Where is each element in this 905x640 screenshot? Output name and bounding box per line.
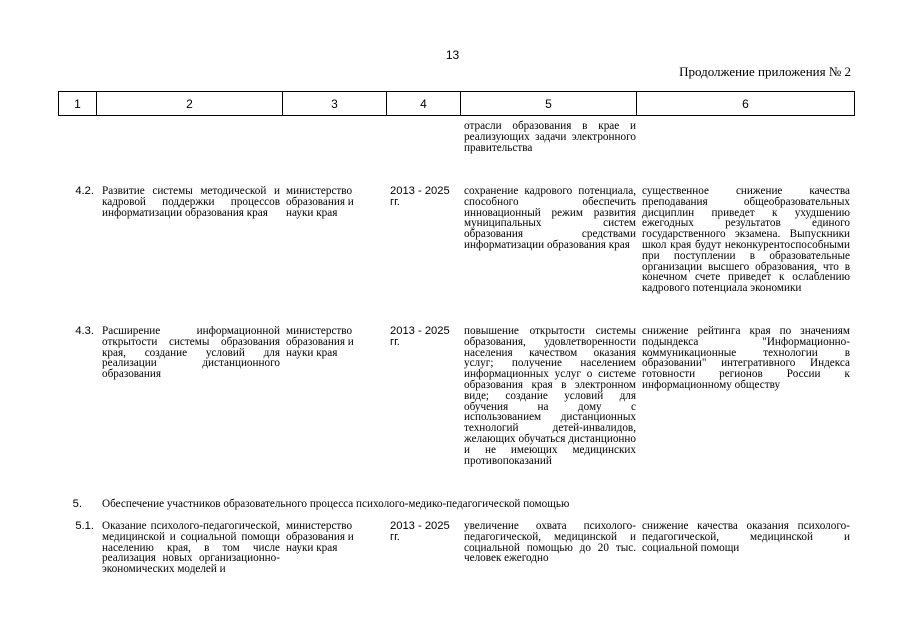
row-executor: министерство образования и науки края	[286, 325, 354, 359]
column-header-5: 5	[461, 92, 637, 116]
row-executor: министерство образования и науки края	[286, 520, 354, 554]
row-consequences: снижение качества оказания психолого-педагогической, медицинской и социальной помощи	[642, 520, 850, 554]
row-period: 2013 - 2025 гг.	[390, 325, 450, 348]
column-header-6: 6	[637, 92, 855, 116]
row-period: 2013 - 2025 гг.	[390, 520, 450, 543]
column-header-table	[58, 91, 855, 116]
column-header-row	[59, 92, 855, 116]
row-number: 4.2.	[75, 185, 94, 197]
row-consequences: существенное снижение качества преподавания общеобразовательных дисциплин приведет к ухудшению ежегодных результатов единого государственного экзамена. Выпускники школ края будут неконкурентоспособными при поступлении в образовательные организации высшего образования, что в конечном счете приведет к ослаблению кадрового потенциала экономики	[642, 185, 850, 295]
row-activity-name: Развитие системы методической и кадровой поддержки процессов информатизации образования края	[102, 185, 280, 219]
column-header-3: 3	[283, 92, 387, 116]
column-header-4: 4	[387, 92, 461, 116]
continuation-label: Продолжение приложения № 2	[679, 64, 851, 79]
row-activity-name: Оказание психолого-педагогической, медицинской и социальной помощи населению края, в том числе реализация новых организационно-экономических моделей и	[102, 520, 280, 576]
column-header-1: 1	[59, 92, 97, 116]
row-expected-result: увеличение охвата психолого-педагогической, медицинской и социальной помощью до 20 тыс. человек ежегодно	[464, 520, 636, 565]
row-expected-result: повышение открытости системы образования, удовлетворенности населения качеством оказания услуг; получение населением информационных услуг о системе образования края в электронном виде; создание условий для обучения на дому с использованием дистанционных технологий детей-инвалидов, желающих обучаться дистанционно и не имеющих медицинских противопоказаний	[464, 325, 636, 467]
carryover-result: отрасли образования в крае и реализующих задачи электронного правительства	[464, 120, 636, 154]
section-title: Обеспечение участников образовательного процесса психолого-медико-педагогической помощью	[102, 498, 570, 510]
row-number: 4.3.	[75, 325, 94, 337]
column-header-2: 2	[97, 92, 283, 116]
row-executor: министерство образования и науки края	[286, 185, 354, 219]
page-number: 13	[445, 48, 460, 62]
row-activity-name: Расширение информационной открытости системы образования края, создание условий для реализации дистанционного образования	[102, 325, 280, 381]
row-consequences: снижение рейтинга края по значениям подындекса "Информационно-коммуникационные технологии в образовании" интегративного Индекса готовности регионов России к информационному обществу	[642, 325, 850, 391]
row-period: 2013 - 2025 гг.	[390, 185, 450, 208]
section-number: 5.	[72, 498, 82, 510]
row-number: 5.1.	[75, 520, 94, 532]
row-expected-result: сохранение кадрового потенциала, способного обеспечить инновационный режим развития муниципальных систем образования средствами информатизации образования края	[464, 185, 636, 251]
